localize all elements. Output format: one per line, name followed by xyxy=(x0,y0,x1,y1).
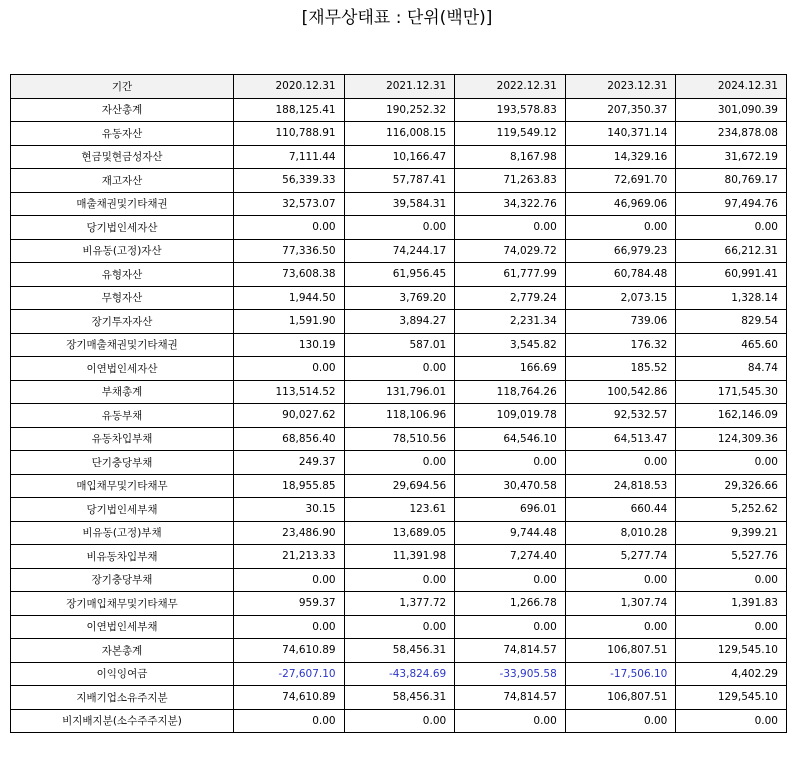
value-cell: 3,894.27 xyxy=(344,310,455,334)
row-label: 무형자산 xyxy=(11,286,234,310)
value-cell: 110,788.91 xyxy=(234,122,345,146)
value-cell: 0.00 xyxy=(676,615,787,639)
value-cell: 124,309.36 xyxy=(676,427,787,451)
row-label: 이연법인세자산 xyxy=(11,357,234,381)
value-cell: 0.00 xyxy=(344,568,455,592)
value-cell: 1,266.78 xyxy=(455,592,566,616)
header-row xyxy=(11,75,787,99)
value-cell: 46,969.06 xyxy=(565,192,676,216)
value-cell: 0.00 xyxy=(565,568,676,592)
value-cell: 5,252.62 xyxy=(676,498,787,522)
row-label: 유동자산 xyxy=(11,122,234,146)
value-cell: 74,814.57 xyxy=(455,686,566,710)
value-cell: 696.01 xyxy=(455,498,566,522)
value-cell: 0.00 xyxy=(565,615,676,639)
value-cell: 2,073.15 xyxy=(565,286,676,310)
header-period-label: 기간 xyxy=(11,75,234,99)
value-cell: 10,166.47 xyxy=(344,145,455,169)
table-row xyxy=(11,615,787,639)
value-cell: 301,090.39 xyxy=(676,98,787,122)
table-row xyxy=(11,216,787,240)
value-cell: 60,991.41 xyxy=(676,263,787,287)
row-label: 유동부채 xyxy=(11,404,234,428)
row-label: 현금및현금성자산 xyxy=(11,145,234,169)
value-cell: 9,399.21 xyxy=(676,521,787,545)
header-year: 2020.12.31 xyxy=(234,75,345,99)
header-year: 2023.12.31 xyxy=(565,75,676,99)
table-body xyxy=(11,98,787,733)
value-cell: 8,010.28 xyxy=(565,521,676,545)
table-row xyxy=(11,239,787,263)
value-cell: 130.19 xyxy=(234,333,345,357)
value-cell: 64,513.47 xyxy=(565,427,676,451)
value-cell: 78,510.56 xyxy=(344,427,455,451)
value-cell: 74,610.89 xyxy=(234,639,345,663)
value-cell: 60,784.48 xyxy=(565,263,676,287)
value-cell: 74,244.17 xyxy=(344,239,455,263)
value-cell: 131,796.01 xyxy=(344,380,455,404)
value-cell: 0.00 xyxy=(344,615,455,639)
value-cell: 21,213.33 xyxy=(234,545,345,569)
value-cell: 176.32 xyxy=(565,333,676,357)
value-cell: 74,814.57 xyxy=(455,639,566,663)
value-cell: 74,029.72 xyxy=(455,239,566,263)
table-row xyxy=(11,451,787,475)
value-cell: 959.37 xyxy=(234,592,345,616)
value-cell: 123.61 xyxy=(344,498,455,522)
value-cell: 0.00 xyxy=(455,615,566,639)
row-label: 지배기업소유주지분 xyxy=(11,686,234,710)
row-label: 비유동(고정)부채 xyxy=(11,521,234,545)
value-cell: 739.06 xyxy=(565,310,676,334)
table-row xyxy=(11,192,787,216)
row-label: 재고자산 xyxy=(11,169,234,193)
value-cell: 185.52 xyxy=(565,357,676,381)
table-row xyxy=(11,98,787,122)
row-label: 장기매입채무및기타채무 xyxy=(11,592,234,616)
value-cell: 30,470.58 xyxy=(455,474,566,498)
value-cell: 171,545.30 xyxy=(676,380,787,404)
row-label: 비유동차입부채 xyxy=(11,545,234,569)
value-cell: 3,545.82 xyxy=(455,333,566,357)
value-cell: 0.00 xyxy=(565,709,676,733)
value-cell: 7,274.40 xyxy=(455,545,566,569)
row-label: 당기법인세자산 xyxy=(11,216,234,240)
table-row xyxy=(11,521,787,545)
table-row xyxy=(11,263,787,287)
value-cell: 66,212.31 xyxy=(676,239,787,263)
value-cell: 0.00 xyxy=(234,568,345,592)
table-row xyxy=(11,662,787,686)
value-cell: 129,545.10 xyxy=(676,686,787,710)
table-row xyxy=(11,545,787,569)
value-cell: 188,125.41 xyxy=(234,98,345,122)
value-cell: 0.00 xyxy=(344,216,455,240)
value-cell: -27,607.10 xyxy=(234,662,345,686)
header-year: 2024.12.31 xyxy=(676,75,787,99)
value-cell: 0.00 xyxy=(455,709,566,733)
value-cell: 193,578.83 xyxy=(455,98,566,122)
value-cell: 1,391.83 xyxy=(676,592,787,616)
value-cell: 39,584.31 xyxy=(344,192,455,216)
value-cell: 0.00 xyxy=(565,451,676,475)
value-cell: 1,591.90 xyxy=(234,310,345,334)
table-row xyxy=(11,498,787,522)
row-label: 매출채권및기타채권 xyxy=(11,192,234,216)
value-cell: 56,339.33 xyxy=(234,169,345,193)
value-cell: -33,905.58 xyxy=(455,662,566,686)
value-cell: 1,377.72 xyxy=(344,592,455,616)
row-label: 이연법인세부채 xyxy=(11,615,234,639)
value-cell: 24,818.53 xyxy=(565,474,676,498)
value-cell: 190,252.32 xyxy=(344,98,455,122)
header-year: 2022.12.31 xyxy=(455,75,566,99)
value-cell: 0.00 xyxy=(455,568,566,592)
value-cell: 74,610.89 xyxy=(234,686,345,710)
value-cell: 73,608.38 xyxy=(234,263,345,287)
table-row xyxy=(11,686,787,710)
value-cell: 7,111.44 xyxy=(234,145,345,169)
table-row xyxy=(11,592,787,616)
value-cell: 30.15 xyxy=(234,498,345,522)
value-cell: 84.74 xyxy=(676,357,787,381)
row-label: 유동차입부채 xyxy=(11,427,234,451)
value-cell: 13,689.05 xyxy=(344,521,455,545)
row-label: 부채총계 xyxy=(11,380,234,404)
value-cell: 77,336.50 xyxy=(234,239,345,263)
value-cell: 0.00 xyxy=(234,357,345,381)
value-cell: 0.00 xyxy=(234,615,345,639)
value-cell: 92,532.57 xyxy=(565,404,676,428)
value-cell: 166.69 xyxy=(455,357,566,381)
table-row xyxy=(11,427,787,451)
value-cell: 11,391.98 xyxy=(344,545,455,569)
value-cell: 29,694.56 xyxy=(344,474,455,498)
value-cell: 58,456.31 xyxy=(344,639,455,663)
value-cell: 68,856.40 xyxy=(234,427,345,451)
table-row xyxy=(11,145,787,169)
value-cell: 9,744.48 xyxy=(455,521,566,545)
value-cell: 1,944.50 xyxy=(234,286,345,310)
value-cell: 18,955.85 xyxy=(234,474,345,498)
value-cell: 113,514.52 xyxy=(234,380,345,404)
table-row xyxy=(11,122,787,146)
value-cell: 119,549.12 xyxy=(455,122,566,146)
value-cell: 0.00 xyxy=(565,216,676,240)
value-cell: 465.60 xyxy=(676,333,787,357)
value-cell: 0.00 xyxy=(234,709,345,733)
value-cell: 8,167.98 xyxy=(455,145,566,169)
value-cell: 0.00 xyxy=(344,357,455,381)
value-cell: 660.44 xyxy=(565,498,676,522)
table-row xyxy=(11,474,787,498)
value-cell: 2,779.24 xyxy=(455,286,566,310)
value-cell: 140,371.14 xyxy=(565,122,676,146)
value-cell: -43,824.69 xyxy=(344,662,455,686)
value-cell: 0.00 xyxy=(344,709,455,733)
value-cell: 29,326.66 xyxy=(676,474,787,498)
value-cell: 5,527.76 xyxy=(676,545,787,569)
row-label: 자본총계 xyxy=(11,639,234,663)
value-cell: 234,878.08 xyxy=(676,122,787,146)
value-cell: 34,322.76 xyxy=(455,192,566,216)
value-cell: 57,787.41 xyxy=(344,169,455,193)
value-cell: 80,769.17 xyxy=(676,169,787,193)
value-cell: 0.00 xyxy=(676,451,787,475)
value-cell: 249.37 xyxy=(234,451,345,475)
table-row xyxy=(11,380,787,404)
value-cell: 72,691.70 xyxy=(565,169,676,193)
value-cell: 1,307.74 xyxy=(565,592,676,616)
row-label: 자산총계 xyxy=(11,98,234,122)
value-cell: 97,494.76 xyxy=(676,192,787,216)
value-cell: 118,106.96 xyxy=(344,404,455,428)
value-cell: 162,146.09 xyxy=(676,404,787,428)
value-cell: 0.00 xyxy=(234,216,345,240)
value-cell: 71,263.83 xyxy=(455,169,566,193)
value-cell: 61,956.45 xyxy=(344,263,455,287)
table-row xyxy=(11,639,787,663)
row-label: 비지배지분(소수주주지분) xyxy=(11,709,234,733)
value-cell: 31,672.19 xyxy=(676,145,787,169)
value-cell: 5,277.74 xyxy=(565,545,676,569)
value-cell: 118,764.26 xyxy=(455,380,566,404)
balance-sheet-table xyxy=(10,74,787,733)
table-row xyxy=(11,333,787,357)
value-cell: 4,402.29 xyxy=(676,662,787,686)
table-header xyxy=(11,75,787,99)
value-cell: 1,328.14 xyxy=(676,286,787,310)
row-label: 유형자산 xyxy=(11,263,234,287)
value-cell: 129,545.10 xyxy=(676,639,787,663)
table-row xyxy=(11,404,787,428)
header-year: 2021.12.31 xyxy=(344,75,455,99)
row-label: 장기투자자산 xyxy=(11,310,234,334)
value-cell: 109,019.78 xyxy=(455,404,566,428)
value-cell: 0.00 xyxy=(676,709,787,733)
table-row xyxy=(11,286,787,310)
value-cell: 66,979.23 xyxy=(565,239,676,263)
table-row xyxy=(11,169,787,193)
value-cell: 829.54 xyxy=(676,310,787,334)
value-cell: 0.00 xyxy=(455,216,566,240)
value-cell: 0.00 xyxy=(455,451,566,475)
row-label: 단기충당부채 xyxy=(11,451,234,475)
table-row xyxy=(11,709,787,733)
page-title: [재무상태표 : 단위(백만)] xyxy=(301,8,493,28)
value-cell: 32,573.07 xyxy=(234,192,345,216)
value-cell: 207,350.37 xyxy=(565,98,676,122)
value-cell: 0.00 xyxy=(344,451,455,475)
value-cell: 58,456.31 xyxy=(344,686,455,710)
row-label: 당기법인세부채 xyxy=(11,498,234,522)
value-cell: 90,027.62 xyxy=(234,404,345,428)
value-cell: 64,546.10 xyxy=(455,427,566,451)
value-cell: -17,506.10 xyxy=(565,662,676,686)
value-cell: 23,486.90 xyxy=(234,521,345,545)
value-cell: 14,329.16 xyxy=(565,145,676,169)
value-cell: 587.01 xyxy=(344,333,455,357)
value-cell: 106,807.51 xyxy=(565,639,676,663)
table-row xyxy=(11,357,787,381)
row-label: 비유동(고정)자산 xyxy=(11,239,234,263)
value-cell: 100,542.86 xyxy=(565,380,676,404)
value-cell: 0.00 xyxy=(676,216,787,240)
value-cell: 106,807.51 xyxy=(565,686,676,710)
value-cell: 2,231.34 xyxy=(455,310,566,334)
row-label: 장기매출채권및기타채권 xyxy=(11,333,234,357)
value-cell: 61,777.99 xyxy=(455,263,566,287)
value-cell: 3,769.20 xyxy=(344,286,455,310)
table-row xyxy=(11,568,787,592)
value-cell: 0.00 xyxy=(676,568,787,592)
value-cell: 116,008.15 xyxy=(344,122,455,146)
table-row xyxy=(11,310,787,334)
row-label: 이익잉여금 xyxy=(11,662,234,686)
row-label: 장기충당부채 xyxy=(11,568,234,592)
row-label: 매입채무및기타채무 xyxy=(11,474,234,498)
